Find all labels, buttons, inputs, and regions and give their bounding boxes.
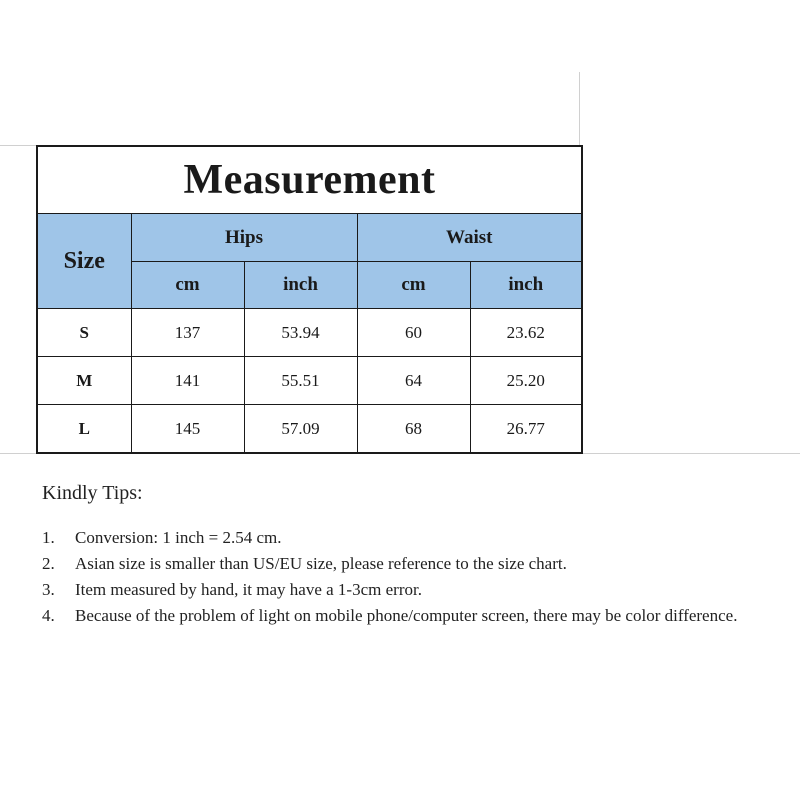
- tip-text: Because of the problem of light on mobile phone/computer screen, there may be color difference.: [75, 606, 738, 625]
- hips-cm-cell: 141: [131, 357, 244, 405]
- tip-item: [42, 551, 792, 577]
- hips-cm-cell: 145: [131, 405, 244, 454]
- hips-cm-cell: 137: [131, 309, 244, 357]
- table-title: Measurement: [37, 146, 582, 214]
- sheet-gridline: [579, 72, 580, 146]
- waist-cm-cell: 64: [357, 357, 470, 405]
- size-label: L: [37, 405, 131, 454]
- tip-item: [42, 525, 792, 551]
- size-label: S: [37, 309, 131, 357]
- table-row: [37, 309, 582, 357]
- waist-inch-header: inch: [470, 262, 582, 309]
- waist-inch-cell: 23.62: [470, 309, 582, 357]
- tip-item: [42, 603, 792, 629]
- hips-cm-header: cm: [131, 262, 244, 309]
- size-chart-table: [36, 145, 583, 454]
- hips-inch-cell: 53.94: [244, 309, 357, 357]
- tips-title: Kindly Tips:: [42, 482, 143, 504]
- size-label: M: [37, 357, 131, 405]
- hips-group-header: Hips: [131, 214, 357, 262]
- tip-number: 4.: [42, 606, 55, 625]
- tip-number: 1.: [42, 528, 55, 547]
- tip-number: 3.: [42, 580, 55, 599]
- waist-cm-cell: 60: [357, 309, 470, 357]
- kindly-tips: [42, 482, 792, 629]
- title-row: [37, 146, 582, 214]
- waist-inch-cell: 25.20: [470, 357, 582, 405]
- tip-text: Item measured by hand, it may have a 1-3cm error.: [75, 580, 422, 599]
- waist-inch-cell: 26.77: [470, 405, 582, 454]
- table-row: [37, 357, 582, 405]
- tip-item: [42, 577, 792, 603]
- waist-cm-cell: 68: [357, 405, 470, 454]
- table-row: [37, 405, 582, 454]
- tip-number: 2.: [42, 554, 55, 573]
- waist-cm-header: cm: [357, 262, 470, 309]
- tip-text: Asian size is smaller than US/EU size, please reference to the size chart.: [75, 554, 567, 573]
- tip-text: Conversion: 1 inch = 2.54 cm.: [75, 528, 282, 547]
- hips-inch-header: inch: [244, 262, 357, 309]
- hips-inch-cell: 55.51: [244, 357, 357, 405]
- sheet-gridline: [0, 145, 36, 146]
- tips-list: [42, 525, 792, 629]
- group-header-row: [37, 214, 582, 262]
- size-column-header: Size: [37, 214, 131, 309]
- hips-inch-cell: 57.09: [244, 405, 357, 454]
- waist-group-header: Waist: [357, 214, 582, 262]
